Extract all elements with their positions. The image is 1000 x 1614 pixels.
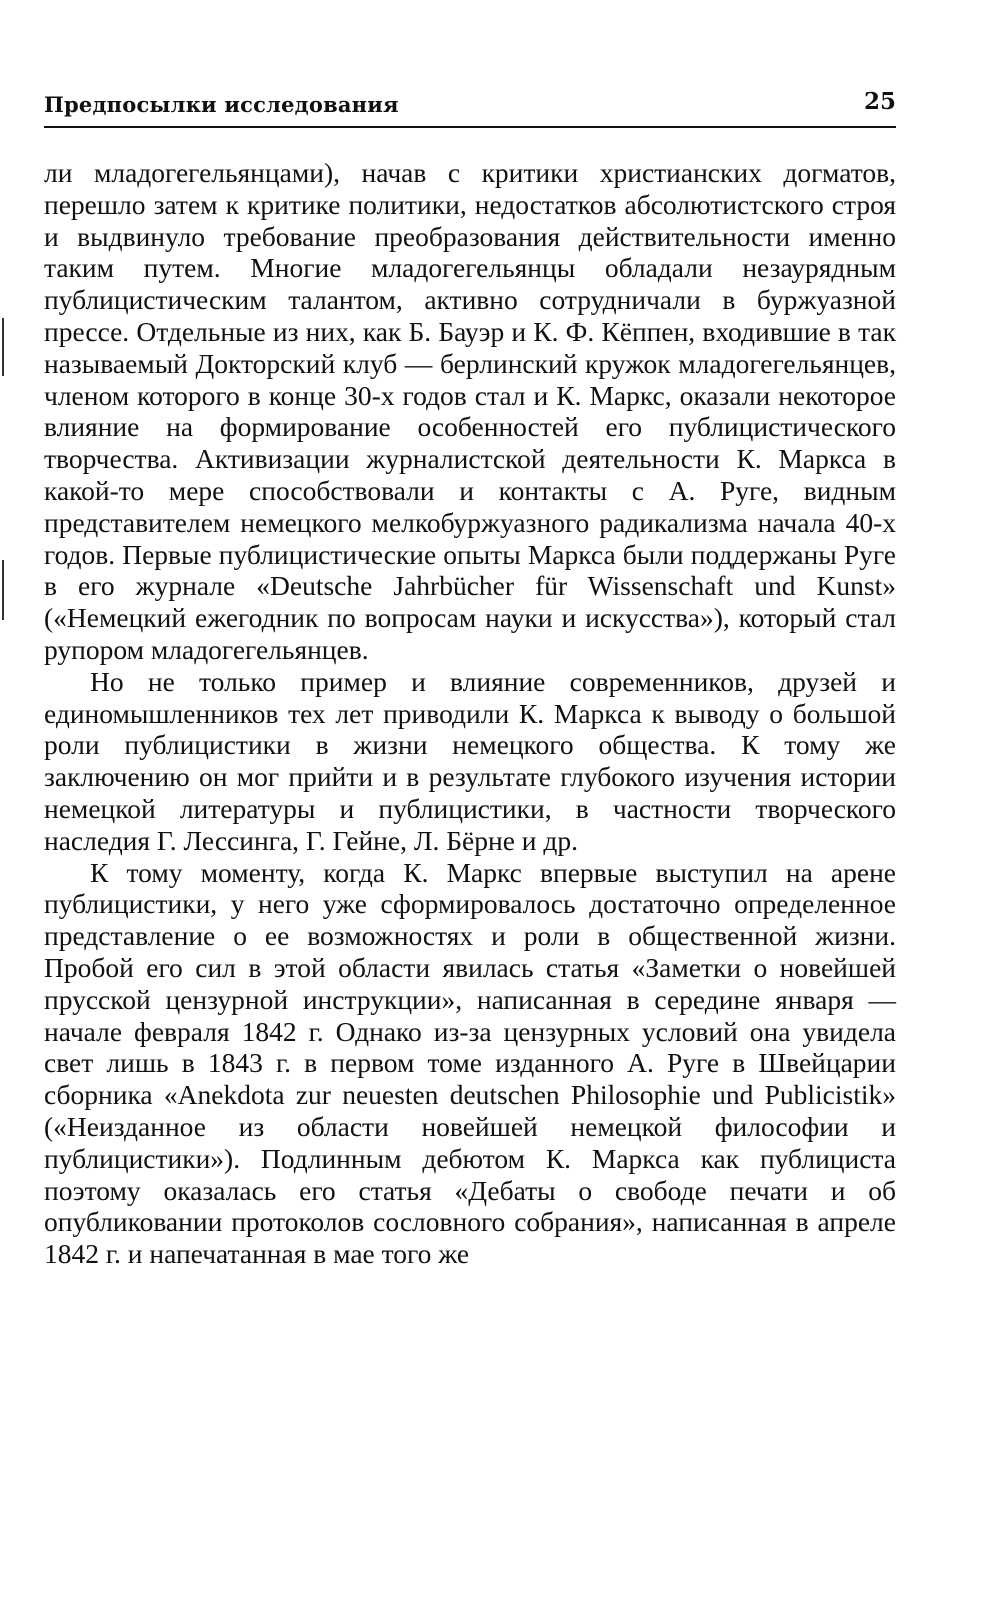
page-header <box>44 86 896 128</box>
body-text <box>44 157 896 1270</box>
paragraph-2: Но не только пример и влияние современников, друзей и единомышленников тех лет приводили К. Маркса к выводу о большой роли публицистики в жизни немецкого общества. К тому же заключению он мог прийти и в результате глубокого изучения истории немецкой литературы и публицистики, в частности творческого наследия Г. Лессинга, Г. Гейне, Л. Бёрне и др. <box>44 665 896 856</box>
margin-mark <box>2 318 4 376</box>
page-number: 25 <box>863 88 896 115</box>
margin-mark <box>2 560 4 620</box>
paragraph-1: ли младогегельянцами), начав с критики христианских догматов, перешло затем к критике политики, недостатков абсолютистского строя и выдвинуло требование преобразования действительности именно таким путем. Многие младогегельянцы обладали незаурядным публицистическим талантом, активно сотрудничали в буржуазной прессе. Отдельные из них, как Б. Бауэр и К. Ф. Кёппен, входившие в так называемый Докторский клуб — берлинский кружок младогегельянцев, членом которого в конце 30-х годов стал и К. Маркс, оказали некоторое влияние на формирование особенностей его публицистического творчества. Активизации журналистской деятельности К. Маркса в какой-то мере способствовали и контакты с А. Руге, видным представителем немецкого мелкобуржуазного радикализма начала 40-х годов. Первые публицистические опыты Маркса были поддержаны Руге в его журнале «Deutsche Jahrbücher für Wissenschaft und Kunst» («Немецкий ежегодник по вопросам науки и искусства»), который стал рупором младогегельянцев. <box>44 157 896 665</box>
paragraph-3: К тому моменту, когда К. Маркс впервые выступил на арене публицистики, у него уже сформировалось достаточно определенное представление о ее возможностях и роли в общественной жизни. Пробой его сил в этой области явилась статья «Заметки о новейшей прусской цензурной инструкции», написанная в середине января — начале февраля 1842 г. Однако из-за цензурных условий она увидела свет лишь в 1843 г. в первом томе изданного А. Руге в Швейцарии сборника «Anekdota zur neuesten deutschen Philosophie und Publicistik» («Неизданное из области новейшей немецкой философии и публицистики»). Подлинным дебютом К. Маркса как публициста поэтому оказалась его статья «Дебаты о свободе печати и об опубликовании протоколов сословного собрания», написанная в апреле 1842 г. и напечатанная в мае того же <box>44 856 896 1270</box>
running-head: Предпосылки исследования <box>44 92 399 117</box>
